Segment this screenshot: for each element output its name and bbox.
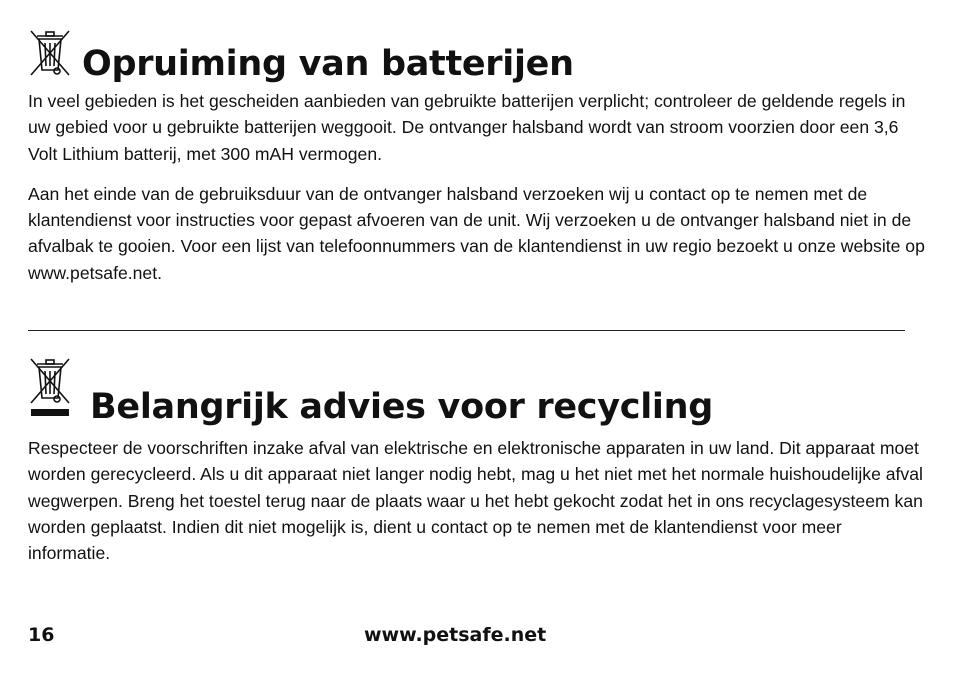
weee-bin-icon bbox=[28, 356, 74, 418]
section-divider bbox=[28, 330, 905, 331]
recycling-paragraph: Respecteer de voorschriften inzake afval van elektrische en elektronische apparaten in uw land. Dit apparaat moet worden gerecycleerd. Als u dit apparaat niet langer nodig hebt, mag u het niet met het normale huishoudelijke afval wegwerpen. Breng het toestel terug naar de plaats waar u het hebt gekocht zodat het in ons recyclagesysteem kan worden geplaatst. Indien dit niet mogelijk is, dient u contact op te nemen met de klantendienst voor meer informatie. bbox=[28, 438, 923, 564]
battery-paragraph-1: In veel gebieden is het gescheiden aanbieden van gebruikte batterijen verplicht; controleer de geldende regels in uw gebied voor u gebruikte batterijen weggooit. De ontvanger halsband wordt van stroom voorzien door een 3,6 Volt Lithium batterij, met 300 mAH vermogen. bbox=[28, 91, 906, 164]
battery-disposal-heading bbox=[28, 28, 928, 84]
battery-disposal-section bbox=[28, 28, 928, 286]
page-number: 16 bbox=[28, 624, 55, 646]
recycling-section bbox=[28, 356, 928, 566]
footer-website: www.petsafe.net bbox=[364, 624, 547, 646]
battery-paragraph-2: Aan het einde van de gebruiksduur van de ontvanger halsband verzoeken wij u contact op te nemen met de klantendienst voor instructies voor gepast afvoeren van de unit. Wij verzoeken u de ontvanger halsband niet in de afvalbak te gooien. Voor een lijst van telefoonnummers van de klantendienst in uw regio bezoekt u onze website op www.petsafe.net. bbox=[28, 183, 925, 283]
crossed-bin-icon bbox=[28, 28, 72, 78]
recycling-heading bbox=[28, 356, 928, 427]
page-title: Opruiming van batterijen bbox=[82, 44, 574, 84]
section-title: Belangrijk advies voor recycling bbox=[90, 387, 713, 427]
